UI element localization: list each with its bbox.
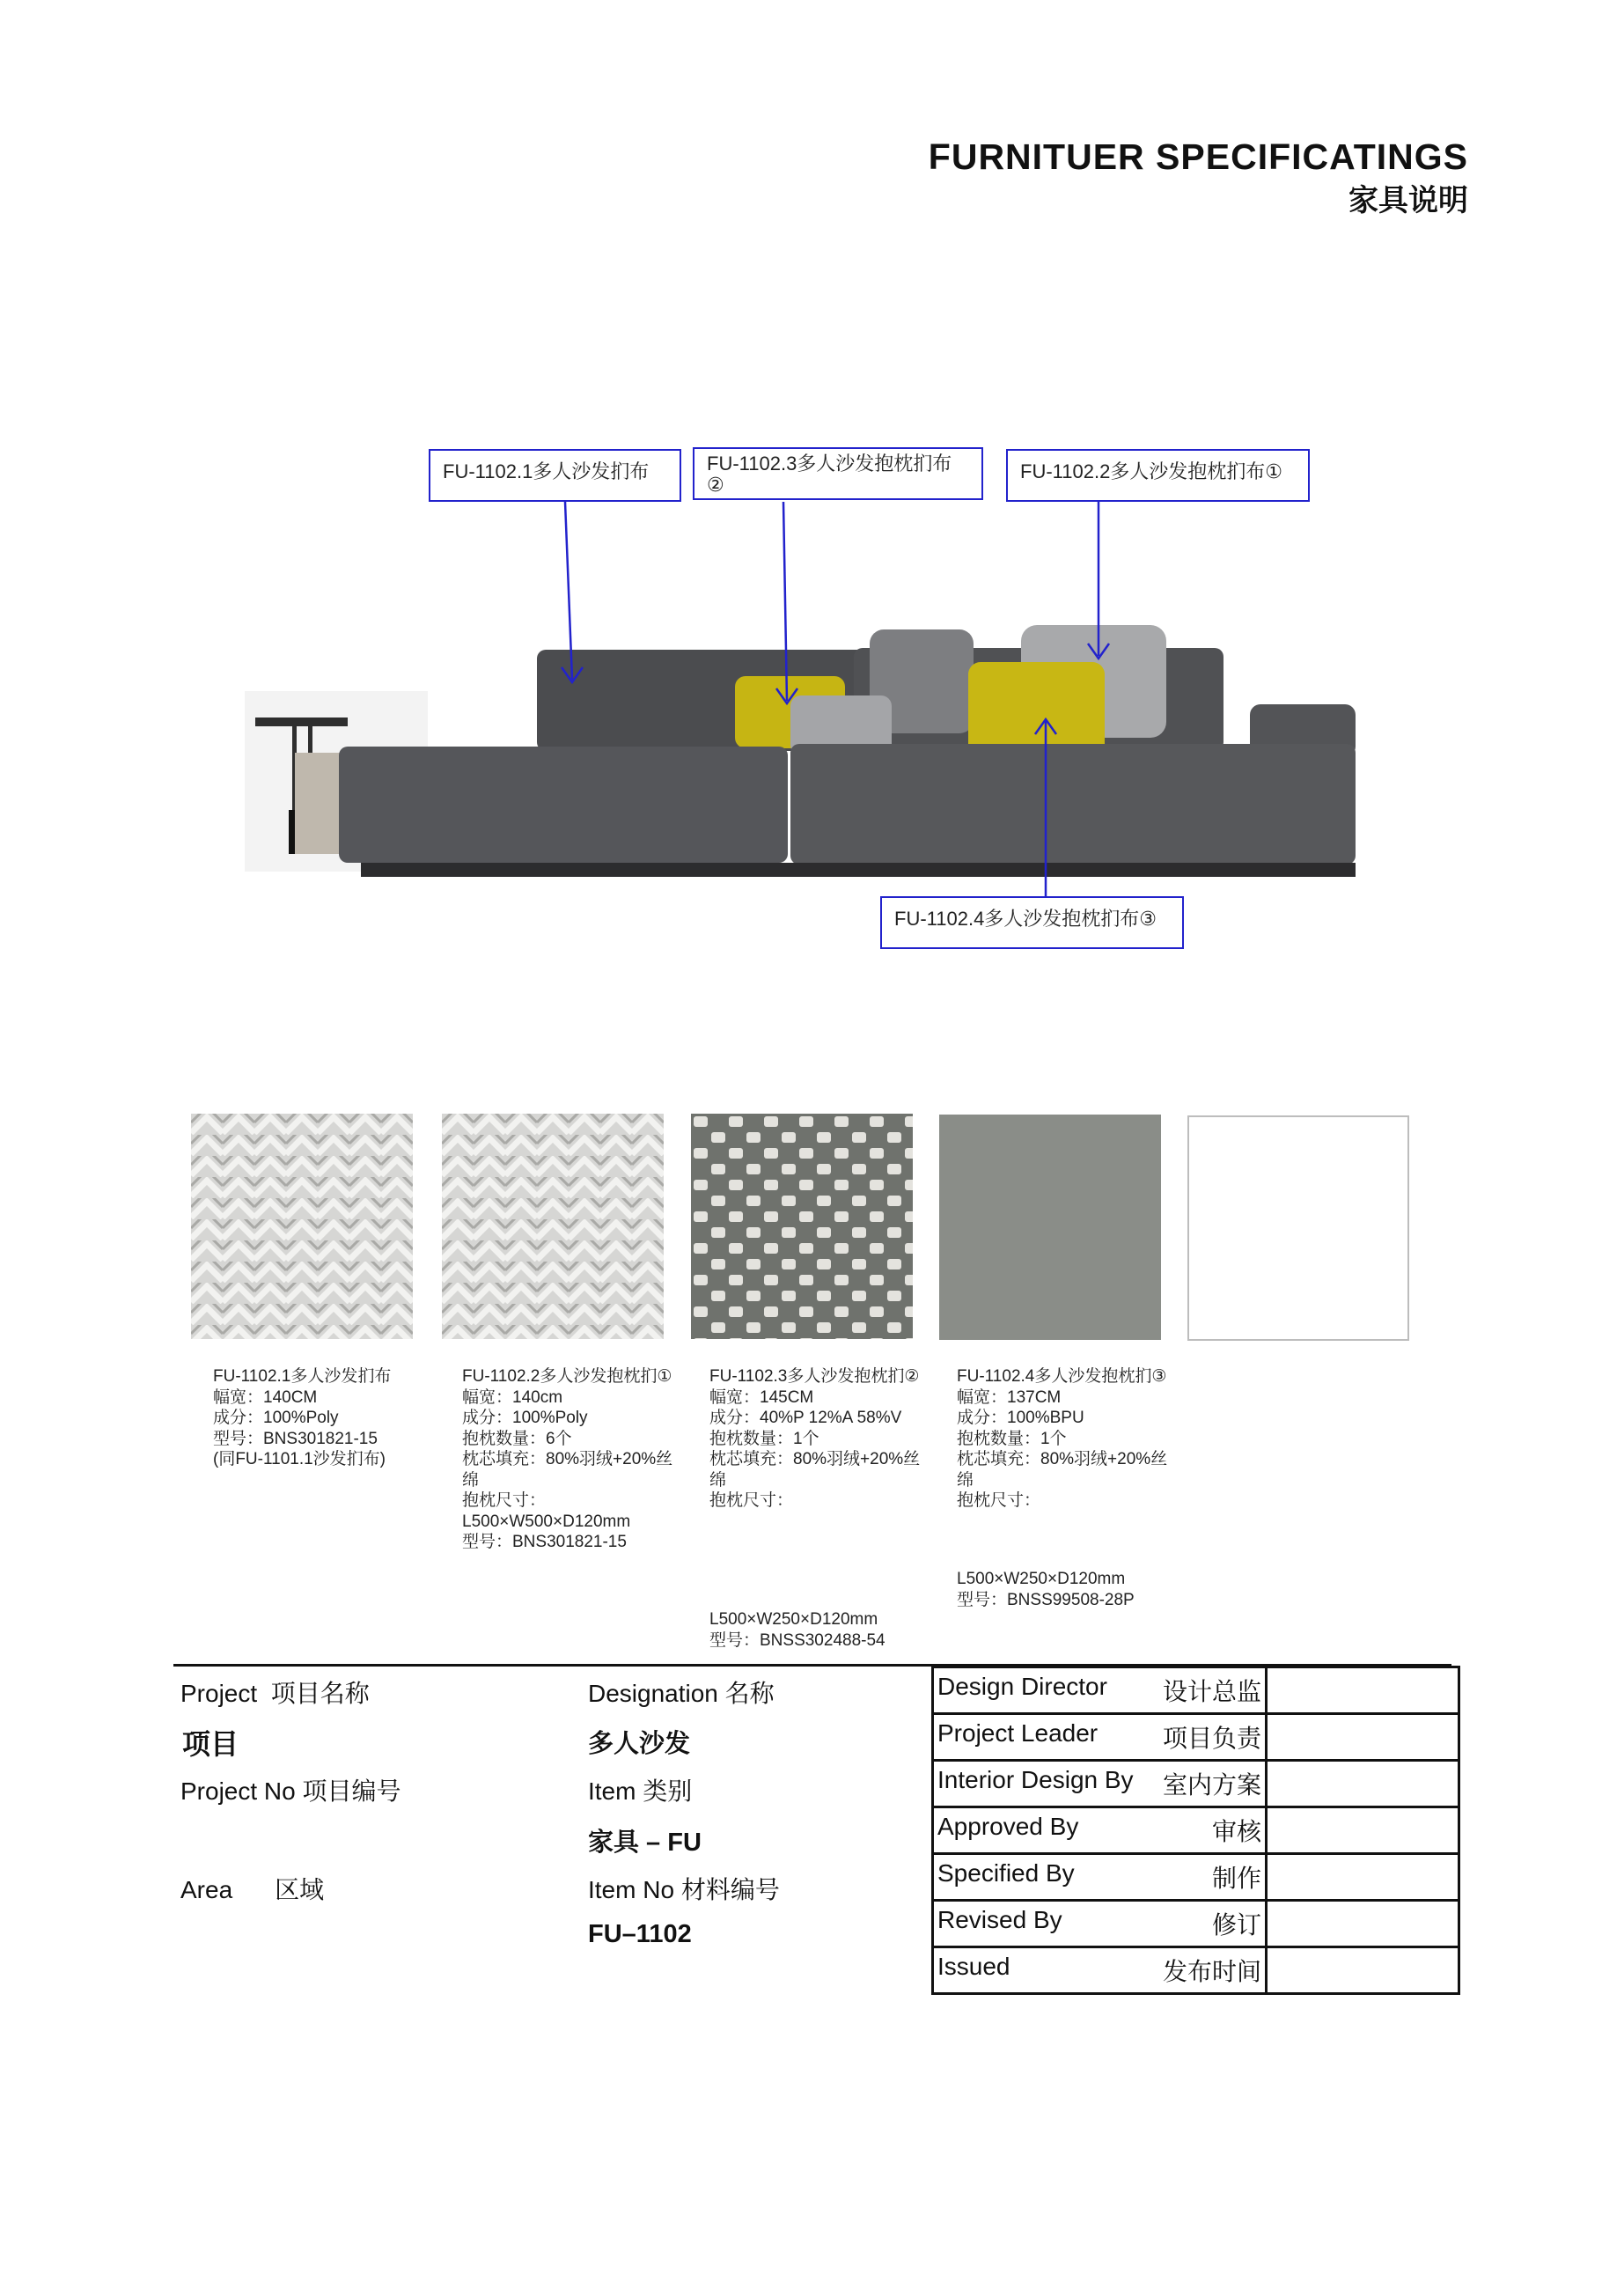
signoff-field[interactable] bbox=[1267, 1807, 1459, 1854]
material-spec-2: FU-1102.2多人沙发抱枕扪① 幅宽：140cm 成分：100%Poly 抱枕数量：6个 枕芯填充：80%羽绒+20%丝绵 抱枕尺寸： L500×W500×D120mm 型号：BNS301821-15 bbox=[462, 1367, 673, 1551]
signoff-field[interactable] bbox=[1267, 1854, 1459, 1901]
material-spec-3-size: L500×W250×D120mm 型号：BNSS302488-54 bbox=[709, 1610, 885, 1650]
signoff-row-interior-design: Interior Design By 室内方案 bbox=[933, 1761, 1459, 1807]
material-spec-1: FU-1102.1多人沙发扪布 幅宽：140CM 成分：100%Poly 型号：BNS301821-15 (同FU-1101.1沙发扪布) bbox=[213, 1367, 392, 1468]
item-value: 家具 – FU bbox=[588, 1829, 702, 1857]
swatch-solid-grey bbox=[939, 1115, 1161, 1340]
seat-right bbox=[790, 744, 1356, 865]
callout-pillow-fabric-1: FU-1102.2多人沙发抱枕扪布① bbox=[1006, 449, 1310, 502]
signoff-field[interactable] bbox=[1267, 1761, 1459, 1807]
side-table-top bbox=[255, 718, 348, 726]
callout-sofa-fabric: FU-1102.1多人沙发扪布 bbox=[429, 449, 681, 502]
material-spec-3: FU-1102.3多人沙发抱枕扪② 幅宽：145CM 成分：40%P 12%A 58%V 抱枕数量：1个 枕芯填充：80%羽绒+20%丝绵 抱枕尺寸： bbox=[709, 1367, 921, 1510]
material-spec-4-size: L500×W250×D120mm 型号：BNSS99508-28P bbox=[957, 1570, 1135, 1609]
material-spec-4: FU-1102.4多人沙发抱枕扪③ 幅宽：137CM 成分：100%BPU 抱枕数量：1个 枕芯填充：80%羽绒+20%丝绵 抱枕尺寸： bbox=[957, 1367, 1168, 1510]
designation-value: 多人沙发 bbox=[588, 1730, 691, 1758]
signoff-row-design-director: Design Director 设计总监 bbox=[933, 1667, 1459, 1714]
item-label: Item 类别 bbox=[588, 1777, 693, 1805]
swatch-boucle-check bbox=[691, 1114, 913, 1339]
signoff-field[interactable] bbox=[1267, 1901, 1459, 1947]
signoff-table bbox=[931, 1666, 1460, 1995]
designation-label: Designation 名称 bbox=[588, 1680, 775, 1707]
item-no-label: Item No 材料编号 bbox=[588, 1876, 780, 1903]
signoff-row-project-leader: Project Leader 项目负责 bbox=[933, 1714, 1459, 1761]
sofa-base bbox=[361, 863, 1356, 877]
swatch-herringbone-1 bbox=[191, 1114, 413, 1339]
swatch-empty bbox=[1187, 1115, 1409, 1341]
signoff-field[interactable] bbox=[1267, 1714, 1459, 1761]
signoff-row-issued: Issued 发布时间 bbox=[933, 1947, 1459, 1994]
area-label: Area 区域 bbox=[180, 1876, 325, 1903]
swatch-herringbone-2 bbox=[442, 1114, 664, 1339]
signoff-row-specified-by: Specified By 制作 bbox=[933, 1854, 1459, 1901]
sofa-illustration bbox=[238, 440, 1382, 968]
project-value: 项目 bbox=[182, 1728, 239, 1760]
project-label: Project 项目名称 bbox=[180, 1680, 370, 1707]
signoff-row-approved-by: Approved By 审核 bbox=[933, 1807, 1459, 1854]
page-subtitle: 家具说明 bbox=[1348, 184, 1468, 217]
callout-pillow-fabric-3: FU-1102.4多人沙发抱枕扪布③ bbox=[880, 896, 1184, 949]
callout-pillow-fabric-2: FU-1102.3多人沙发抱枕扪布② bbox=[693, 447, 983, 500]
project-no-label: Project No 项目编号 bbox=[180, 1777, 401, 1805]
signoff-field[interactable] bbox=[1267, 1947, 1459, 1994]
item-no-value: FU–1102 bbox=[588, 1920, 692, 1948]
signoff-row-revised-by: Revised By 修订 bbox=[933, 1901, 1459, 1947]
signoff-field[interactable] bbox=[1267, 1667, 1459, 1714]
seat-left bbox=[339, 747, 788, 863]
page-title: FURNITUER SPECIFICATINGS bbox=[928, 136, 1468, 177]
